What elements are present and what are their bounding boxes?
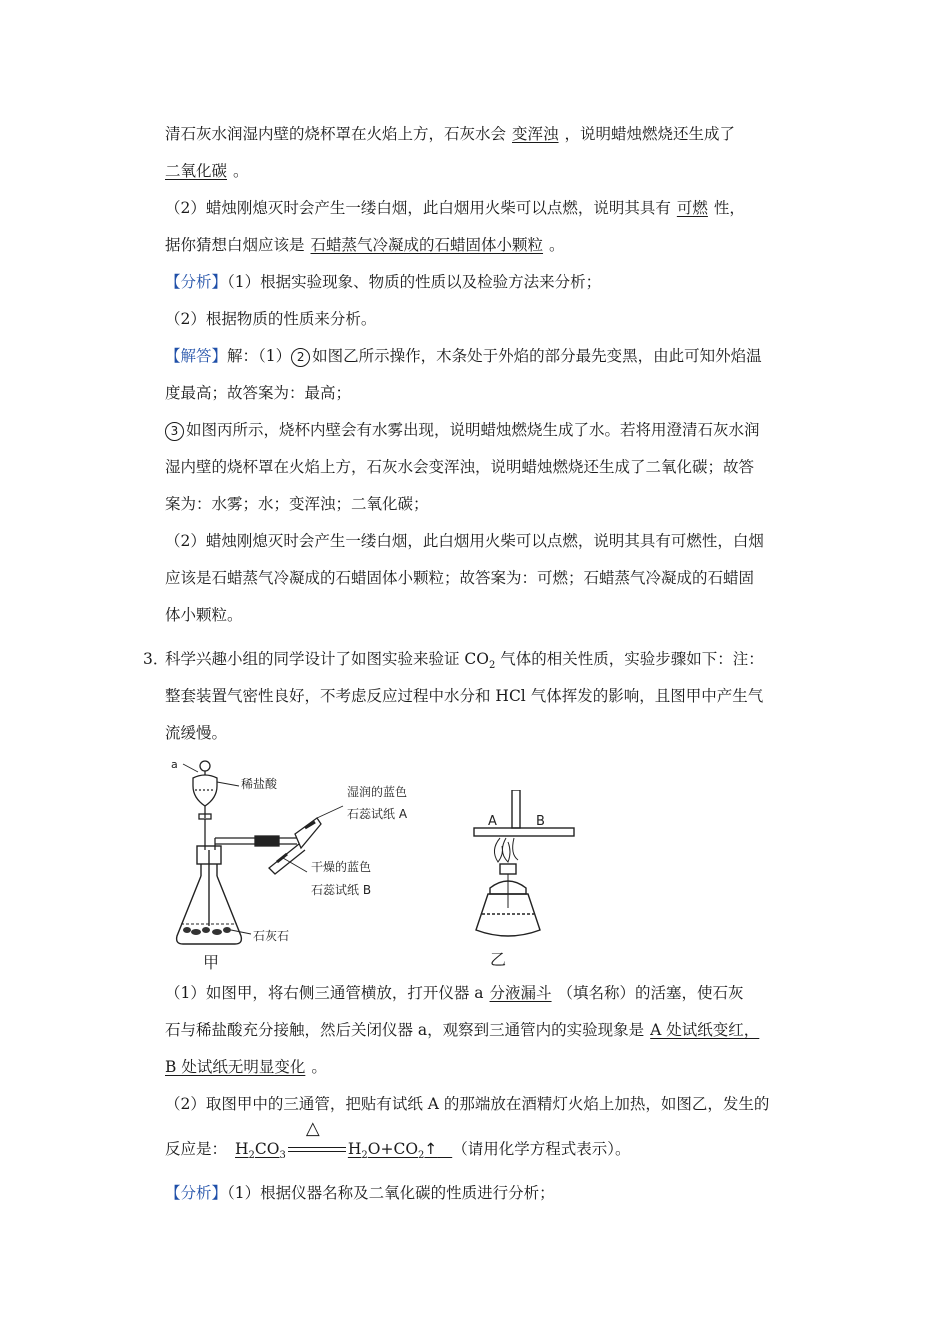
question-number: 3． bbox=[143, 650, 169, 668]
circled-number: 2 bbox=[291, 348, 310, 367]
answer-blank: 变浑浊 bbox=[512, 125, 559, 143]
text-line: （2）蜡烛刚熄灭时会产生一缕白烟，此白烟用火柴可以点燃，说明其具有 可燃 性， bbox=[165, 199, 745, 217]
label-limestone: 石灰石 bbox=[253, 929, 290, 943]
answer-line: 【解答】解：（1） 2 如图乙所示操作，木条处于外焰的部分最先变黑，由此可知外焰温 bbox=[165, 347, 762, 365]
text-line: 湿内壁的烧杯罩在火焰上方，石灰水会变浑浊，说明蜡烛燃烧还生成了二氧化碳；故答 bbox=[165, 458, 755, 476]
text-line: 体小颗粒。 bbox=[165, 606, 243, 624]
three-way-tube-icon bbox=[474, 790, 574, 836]
text-line: 度最高；故答案为：最高； bbox=[165, 384, 352, 402]
analysis-line: 【分析】（1）根据实验现象、物质的性质以及检验方法来分析； bbox=[165, 273, 602, 291]
text-line: 石与稀盐酸充分接触，然后关闭仪器 a，观察到三通管内的实验现象是 A 处试纸变红， bbox=[165, 1020, 765, 1040]
answer-blank: 石蜡蒸气冷凝成的石蜡固体小颗粒 bbox=[310, 236, 544, 254]
analysis-tag: 【分析】 bbox=[165, 1184, 228, 1202]
text-line: （1）如图甲，将右侧三通管横放，打开仪器 a 分液漏斗 （填名称）的活塞，使石灰 bbox=[165, 984, 744, 1002]
label-dry-paper-1: 干燥的蓝色 bbox=[311, 860, 372, 874]
question-line: 科学兴趣小组的同学设计了如图实验来验证 $CO_2$ 气体的相关性质，实验步骤如下：注： bbox=[165, 650, 764, 672]
question-line: 流缓慢。 bbox=[165, 724, 228, 742]
funnel-icon bbox=[193, 761, 217, 850]
label-dry-paper-2: 石蕊试纸 B bbox=[311, 883, 372, 897]
text-line: 应该是石蜡蒸气冷凝成的石蜡固体小颗粒；故答案为：可燃；石蜡蒸气冷凝成的石蜡固 bbox=[165, 569, 755, 587]
analysis-tag: 【分析】 bbox=[165, 273, 228, 291]
label-A: A bbox=[488, 814, 497, 829]
text-line: 3 如图丙所示，烧杯内壁会有水雾出现，说明蜡烛燃烧生成了水。若将用澄清石灰水润 bbox=[165, 420, 760, 441]
question-line: 整套装置气密性良好，不考虑反应过程中水分和 HCl 气体挥发的影响，且图甲中产生气 bbox=[165, 687, 764, 705]
label-jia: 甲 bbox=[203, 953, 220, 972]
answer-blank: B 处试纸无明显变化 bbox=[165, 1058, 306, 1076]
flame-icon bbox=[494, 838, 518, 862]
text-line: 案为：水雾；水；变浑浊；二氧化碳； bbox=[165, 495, 429, 513]
answer-blank: A 处试纸变红， bbox=[650, 1021, 760, 1039]
label-wet-paper-2: 石蕊试纸 A bbox=[347, 807, 408, 821]
apparatus-figure-yi bbox=[470, 790, 580, 970]
text-line: （2）蜡烛刚熄灭时会产生一缕白烟，此白烟用火柴可以点燃，说明其具有可燃性，白烟 bbox=[165, 532, 764, 550]
answer-blank: 二氧化碳 bbox=[165, 162, 228, 180]
circled-number: 3 bbox=[165, 422, 184, 441]
alcohol-lamp-icon bbox=[476, 864, 540, 936]
text-line: （2）取图甲中的三通管，把贴有试纸 A 的那端放在酒精灯火焰上加热，如图乙，发生的 bbox=[165, 1095, 770, 1113]
limestone-icon bbox=[183, 927, 231, 935]
text-line: 二氧化碳 。 bbox=[165, 162, 249, 180]
answer-tag: 【解答】 bbox=[165, 347, 228, 365]
text-line: （2）根据物质的性质来分析。 bbox=[165, 310, 377, 328]
apparatus-figure-jia bbox=[165, 758, 435, 973]
text-line: B 处试纸无明显变化 。 bbox=[165, 1058, 327, 1076]
text-line: 清石灰水润湿内壁的烧杯罩在火焰上方，石灰水会 变浑浊 ，说明蜡烛燃烧还生成了 bbox=[165, 125, 736, 143]
text-line: 据你猜想白烟应该是 石蜡蒸气冷凝成的石蜡固体小颗粒 。 bbox=[165, 236, 565, 254]
label-a: a bbox=[171, 758, 178, 771]
chemical-equation: $H_2CO_3$ △ $H_2O+CO_2↑$ bbox=[235, 1118, 438, 1162]
label-B: B bbox=[536, 814, 545, 829]
equation-line: 反应是： $H_2CO_3$ △ $H_2O+CO_2↑$ （请用化学方程式表示）。 bbox=[165, 1118, 631, 1162]
answer-blank: 可燃 bbox=[676, 199, 708, 217]
delivery-tube-icon bbox=[215, 836, 297, 850]
label-yi: 乙 bbox=[490, 950, 507, 969]
analysis-line: 【分析】（1）根据仪器名称及二氧化碳的性质进行分析； bbox=[165, 1184, 555, 1202]
label-wet-paper-1: 湿润的蓝色 bbox=[347, 785, 408, 799]
answer-blank: 分液漏斗 bbox=[489, 984, 552, 1002]
reaction-condition: △ bbox=[286, 1139, 348, 1159]
label-dilute-acid: 稀盐酸 bbox=[241, 777, 278, 791]
